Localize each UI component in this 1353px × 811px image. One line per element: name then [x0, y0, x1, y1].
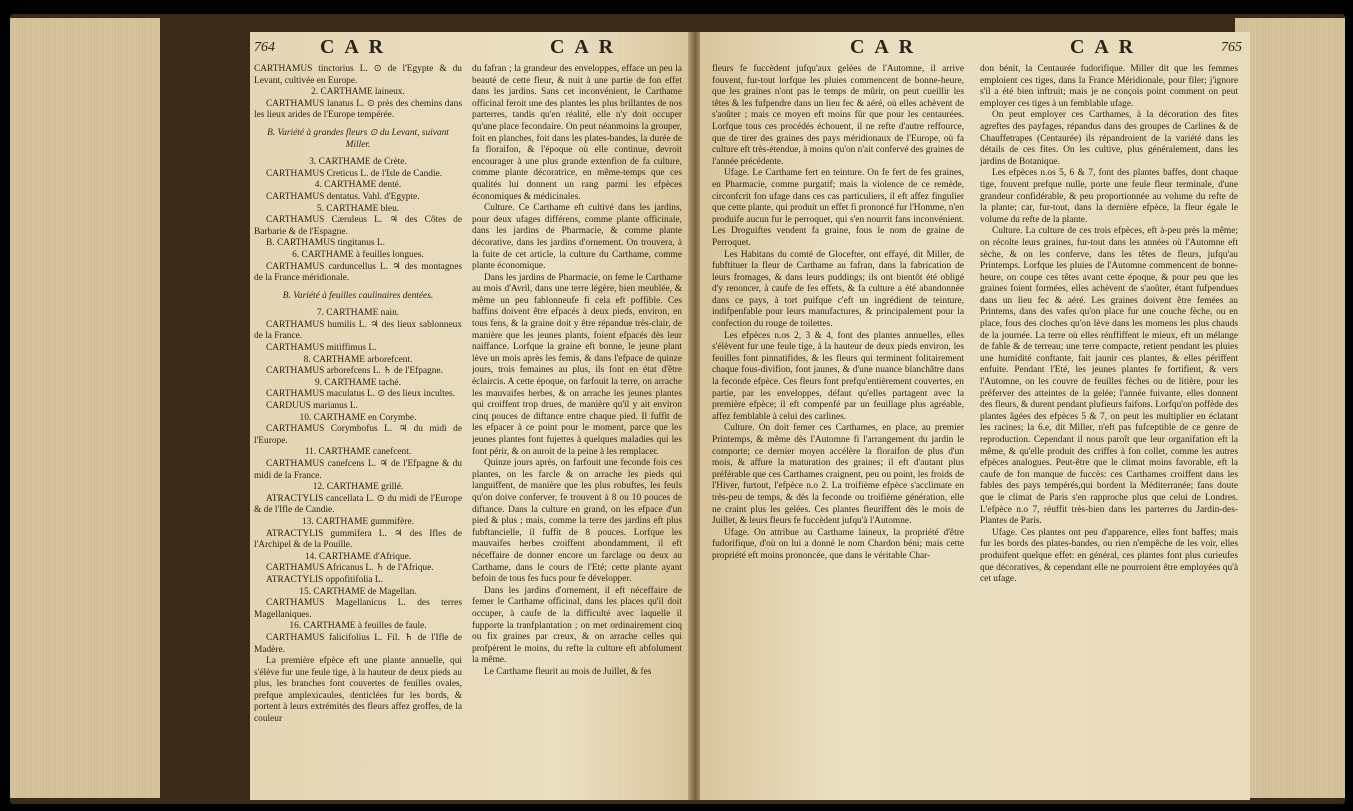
text-column-right — [472, 64, 682, 794]
paragraph: CARTHAMUS Cæruleus L. ♃ des Côtes de Barbarie & de l'Espagne. — [254, 215, 462, 237]
paragraph: Culture. On doit femer ces Carthames, en place, au premier Printemps, & même dès l'Automne fi l'arrangement du jardin le comporte; ce dernier moyen accélère la floraifon de plus d'un mois, & affure la maturation des graines; il eft d'autant plus préférable que ces Carthames craignent, peu ou point, les froids de l'Hiver, furtout, l'efpèce n.o 2. La troifième efpèce s'acclimate en très-peu de temps, & dès la feconde ou troifième génération, elle ne craint plus les gelées. Ces plantes fleuriffent dès le mois de Juillet, & leurs fleurs fe fuccèdent jufqu'à l'Automne. — [712, 423, 964, 527]
paragraph: Les efpèces n.os 2, 3 & 4, font des plantes annuelles, elles s'élèvent fur une feule tige, à la hauteur de deux pieds environ, les feuilles font pinnatifides, & les fleurs qui terminent folitairement chaque fous-divifion, font jaunes, & d'une nuance blanchâtre dans la feconde efpèce. Ces fleurs font prefqu'entièrement couvertes, en partie, par les enveloppes, défaut qu'elles partagent avec la première efpèce; il eft compenfé par un feuillage plus agréable, affez femblable à celui des carlines. — [712, 330, 964, 422]
running-head-secondary: C A R — [1070, 36, 1137, 58]
paragraph: 9. CARTHAME taché. — [315, 377, 401, 388]
paragraph: 8. CARTHAME arborefcent. — [303, 354, 413, 365]
right-page — [700, 32, 1250, 800]
paragraph: CARTHAMUS Corymbofus L. ♃ du midi de l'Europe. — [254, 424, 462, 446]
paragraph: 15. CARTHAME de Magellan. — [299, 586, 417, 597]
left-page — [250, 32, 690, 800]
paragraph: B. Variété à feuilles caulinaires dentées. — [282, 290, 434, 301]
paragraph: CARTHAMUS dentatus. Vahl. d'Egypte. — [266, 191, 420, 202]
paragraph: Ufage. On attribue au Carthame laineux, la propriété d'être fudorifique, d'où on lui a donné le nom Chardon béni; mais cette propriété eft moins prononcée, que dans le véritable Char- — [712, 527, 964, 561]
page-edges-left — [10, 18, 160, 798]
paragraph: 7. CARTHAME nain. — [316, 308, 400, 319]
paragraph: CARTHAMUS tinctorius L. ⊙ de l'Egypte & du Levant, cultivée en Europe. — [254, 64, 462, 86]
paragraph: fleurs fe fuccèdent jufqu'aux gelées de l'Automne, il arrive fouvent, fur-tout lorfque les pluies commencent de bonne-heure, que les graines n'ont pas le temps de mûrir, on peut cueillir les têtes & les fufpendre dans un lieu fec & aéré, où elles achèvent de s'aoûter ; mais ce moyen eft moins fûr que pour les centaurées. Lorfque tous ces procédés échouent, il ne refte d'autre reffource, que de tirer des graines des pays méridionaux de l'Europe, où fa culture eft très-étendue, à moins qu'on n'ait confervé des graines de l'année précédente. — [712, 64, 964, 167]
paragraph: B. CARTHAMUS tingitanus L. — [266, 238, 385, 249]
paragraph: ATRACTYLIS oppofitifolia L. — [266, 574, 383, 585]
open-book — [10, 14, 1345, 804]
paragraph: Les efpèces n.os 5, 6 & 7, font des plantes baffes, dont chaque tige, fouvent prefque nulle, porte une feule fleur terminale, d'une grandeur confidérable, & peu proportionnée au volume du refte de la plante; car, fur-tout, dans la dernière efpèce, la fleur égale le volume du refte de la plante. — [980, 168, 1238, 225]
paragraph: Ufage. Le Carthame fert en teinture. On fe fert de fes graines, en Pharmacie, comme purgatif; mais la violence de ce remède, circonfcrit fon ufage dans ces cas particuliers, il eft affez fingulier que cette plante, qui produit un effet fi prononcé fur l'Homme, n'en produife aucun fur le perroquet, qui s'en nourrit fans inconvénient. Les Droguiftes vendent fa graine, fous le nom de graine de Perroquet. — [712, 168, 964, 248]
paragraph: CARTHAMUS Africanus L. ♄ de l'Afrique. — [266, 563, 434, 574]
paragraph: Les Habitans du comté de Glocefter, ont effayé, dit Miller, de fubftituer la fleur de Carthame au fafran, dans la fabrication de leurs fromages, & dans leurs puddings; ils ont bientôt été obligé d'y renoncer, à caufe de fes effets, & fa culture a été abandonnée dans ce pays, à tort puifque c'eft un ingrédient de teinture, indifpenfable pour leurs manufactures, & principalement pour la confection du rouge de toilettes. — [712, 249, 964, 330]
paragraph: 10. CARTHAME en Corymbe. — [299, 412, 417, 423]
paragraph: Ufage. Ces plantes ont peu d'apparence, elles font baffes; mais fur les bords des plates-bandes, ou rien n'empêche de les voir, elles produifent quelque effet: en général, ces plantes font plus curieufes que décoratives, & cependant elle ne pourroient être employées qu'à cet ufage. — [980, 527, 1238, 585]
paragraph: Culture. La culture de ces trois efpèces, eft à-peu près la même; on récolte leurs graines, fur-tout dans les années où l'Automne eft sèche, & on les conferve, dans les têtes de fleurs, jufqu'au Printemps. Lorfque les pluies de l'Automne commencent de bonne-heure, on coupe ces têtes avant cette époque, & pour peu que les graines foient formées, elles achèvent de s'aoûter, étant fufpendues dans un lieu fec & aéré. Les graines doivent être femées au Printems, dans des vafes qu'on place fur une couche fèche, ou en place, fous des cloches qu'on lève dans les momens les plus chauds de la journée. La terre où elles réuffiffent le mieux, eft un mélange de fable & de terreau; une terre compacte, retient pendant les pluies une humidité conftante, fait jaunir ces plantes, & elles périffent enfuite. Pendant l'Eté, les jeunes plantes fe fortifient, & vers l'Automne, on les couvre de feuilles fèches ou de litière, pour les préferver des atteintes de la gelée; l'année fuivante, elles donnent des fleurs, & durent pendant plufieurs faifons. Lorfqu'on poffède des plantes âgées des efpèces 5 & 7, on peut les multiplier en éclatant les racines; la 6.e, dit Miller, n'eft pas fufceptible de ce genre de reproduction. Cependant il nous paroît que leur organifation eft la même, & qu'elle produit des criffes à fon collet, comme les autres efpèces analogues. Peut-être que le climat moins favorable, eft la caufe de fon manque de fuccès: ces Carthames croiffent dans les fables des pays tempérés,qui bordent la Méditerranée; fans doute que le climat de Paris s'en rapproche plus que celui de Londres. L'efpèce n.o 7, réuffit très-bien dans les parterres du Jardin-des-Plantes de Paris. — [980, 226, 1238, 527]
paragraph: du fafran ; la grandeur des enveloppes, efface un peu la beauté de cette fleur, & nuit à une partie de fon effet dans les jardins. Sans cet inconvénient, le Carthame officinal feroit une des plantes les plus brillantes de nos parterres, tandis qu'en réalité, elle n'y doit occuper qu'une place fecondaire. On peut néanmoins la grouper, foit en planches, foit dans les plates-bandes, la durée de fa floraifon, & l'époque où elle continue, devroit encourager à une plus grande extenfion de fa culture, comme plante décoratrice, en même-temps que ces qualités lui donnent un rang parmi les efpèces économiques & médicinales. — [472, 64, 682, 202]
paragraph: don bénit, la Centaurée fudorifique. Miller dit que les femmes emploient ces tiges, dans la France Méridionale, pour filer; j'ignore s'il a été bien inftruit; mais je ne conçois point comment on peut employer ces tiges à un femblable ufage. — [980, 64, 1238, 109]
running-head: C A R — [850, 36, 917, 58]
paragraph: CARTHAMUS lanatus L. ⊙ près des chemins dans les lieux arides de l'Europe tempérée. — [254, 98, 462, 121]
paragraph: CARTHAMUS Creticus L. de l'Isle de Candie. — [266, 168, 443, 179]
paragraph: CARTHAMUS carduncellus L. ♃ des montagnes de la France méridionale. — [254, 261, 462, 284]
paragraph: 3. CARTHAME de Crète. — [309, 157, 407, 168]
page-number: 765 — [1221, 40, 1242, 55]
paragraph: Dans les jardins d'ornement, il eft néceffaire de femer le Carthame officinal, dans les places qu'il doit occuper, à caufe de la difficulté avec laquelle il fupporte la tranfplantation ; on met ordinairement cinq ou fix graines par creux, & on arrache celles qui profpèrent le moins, du refte la culture eft abfolument la même. — [472, 585, 682, 666]
paragraph: CARTHAMUS canefcens L. ♃ de l'Efpagne & du midi de la France. — [254, 459, 462, 481]
paragraph: CARTHAMUS arborefcens L. ♄ de l'Efpagne. — [266, 366, 443, 377]
paragraph: CARTHAMUS mitiffimus L. — [266, 343, 377, 354]
running-head: C A R — [320, 36, 387, 58]
paragraph: CARTHAMUS Magellanicus L. des terres Magellaniques. — [254, 598, 462, 620]
paragraph: ATRACTYLIS cancellata L. ⊙ du midi de l'Europe & de l'Ifle de Candie. — [254, 493, 462, 516]
text-column-left — [712, 64, 964, 794]
paragraph: Dans les jardins de Pharmacie, on feme le Carthame au mois d'Avril, dans une terre légère, bien meublée, & même un peu fablonneufe fi cela eft poffible. Ces baffins doivent être efpacés à deux pieds, environ, en tous fens, & la graine doit y être répandue très-clair, de manière que les jeunes plants, foient efpacés dès leur naiffance. Lorfque la graine eft bonne, le jeune plant lève un mois après les femis, & dans l'efpace de quinze jours, trois femaines au plus, ils font en état d'être éclaircis. A cette époque, on farfouit la terre, on arrache les mauvaifes herbes, & on arrache les jeunes plantes qui croiffent trop drues, de manière qu'il y ait environ cinq pouces de diftance entre chaque pied. Il fuffit de les efpacer à ce point pour le moment, parce que les jeunes plantes font fujettes à quelques maladies qui les font périr, & on auroit de la peine à les remplacer. — [472, 272, 682, 457]
paragraph: 5. CARTHAME bleu. — [316, 203, 400, 214]
paragraph: B. Variété à grandes fleurs ⊙ du Levant, suivant Miller. — [267, 127, 449, 150]
page-number: 764 — [254, 40, 275, 55]
paragraph: On peut employer ces Carthames, à la décoration des fites agreftes des payfages, répandus dans des groupes de Carlines & de Chauffetrapes (Centaurée) ils répandroient de la variété dans les détails de ces fites. On les cultive, plus généralement, dans les jardins de Botanique. — [980, 110, 1238, 167]
page-edges-right — [1235, 18, 1345, 798]
paragraph: 16. CARTHAME à feuilles de faule. — [289, 621, 427, 632]
paragraph: CARDUUS marianus L. — [266, 401, 358, 412]
paragraph: CARTHAMUS maculatus L. ⊙ des lieux incultes. — [266, 389, 456, 400]
running-head-secondary: C A R — [550, 36, 617, 58]
paragraph: La première efpèce eft une plante annuelle, qui s'élève fur une feule tige, à la hauteur de deux pieds au plus, les branches font couvertes de feuilles ovales, prefque amplexicaules, denticlées fur les bords, & portent à leurs extrémités des fleurs affez groffes, de la couleur — [254, 656, 462, 725]
paragraph: 11. CARTHAME canefcent. — [304, 447, 412, 458]
paragraph: Culture. Ce Carthame eft cultivé dans les jardins, pour deux ufages différens, comme plante officinale, dans les jardins de Pharmacie, & comme plante décorative, dans les jardins d'ornement. On trouvera, à la fuite de cet article, la culture du Carthame, comme plante économique. — [472, 203, 682, 272]
paragraph: ATRACTYLIS gummifera L. ♃ des Ifles de l'Archipel & de la Pouille. — [254, 528, 462, 551]
paragraph: Le Carthame fleurit au mois de Juillet, & fes — [484, 666, 652, 677]
paragraph: 12. CARTHAME grillé. — [312, 482, 404, 493]
paragraph: 4. CARTHAME denté. — [314, 180, 402, 191]
text-column-right — [980, 64, 1238, 794]
paragraph: CARTHAMUS falicifolius L. Fil. ♄ de l'Ifle de Madère. — [254, 632, 462, 655]
paragraph: 13. CARTHAME gummifère. — [302, 516, 414, 527]
paragraph: Quinze jours après, on farfouit une feconde fois ces plantes, on les farcle & on arrache les pieds qui languiffent, de manière que les plus robuftes, les feuls qu'on doive conferver, fe trouvent à 8 ou 10 pouces de diftance. Dans la culture en grand, on les efpace d'un pied & plus ; mais, comme la terre des jardins eft plus fubftancielle, il fuffit de 8 pouces. Lorfque les mauvaifes herbes croiffent abondamment, il eft néceffaire de donner encore un farclage ou deux au Carthame, dans le cours de l'Eté; cette plante ayant befoin de tous fes fucs pour fe développer. — [472, 458, 682, 585]
paragraph: CARTHAMUS humilis L. ♃ des lieux sablonneux de la France. — [254, 319, 462, 342]
paragraph: 2. CARTHAME laineux. — [311, 87, 405, 98]
paragraph: 6. CARTHAME à feuilles longues. — [292, 249, 424, 260]
paragraph: 14. CARTHAME d'Afrique. — [304, 551, 412, 562]
text-column-left — [254, 64, 462, 794]
